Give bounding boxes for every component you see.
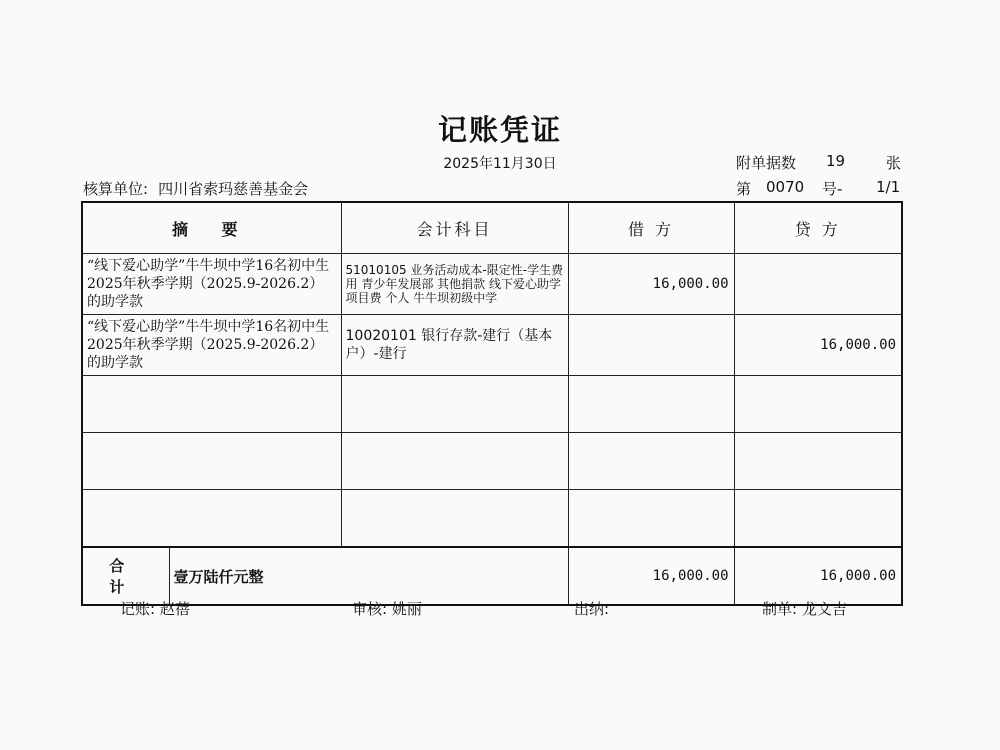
entry-debit	[568, 315, 734, 376]
preparer-label: 制单:	[762, 600, 798, 618]
reviewer-name: 姚丽	[391, 600, 422, 618]
header-debit: 借 方	[568, 202, 734, 254]
entry-summary: “线下爱心助学”牛牛坝中学16名初中生2025年秋季学期（2025.9-2026.2）的助学款	[82, 254, 341, 315]
voucher-number-suffix: 号-	[822, 180, 843, 198]
attachment-number: 19	[826, 152, 846, 170]
table-row	[82, 315, 902, 376]
voucher-page: 1/1	[876, 178, 901, 196]
totals-debit: 16,000.00	[568, 547, 734, 605]
bookkeeper-label: 记账:	[120, 600, 156, 618]
voucher-title: 记账凭证	[437, 113, 562, 147]
totals-label: 合 计	[82, 547, 169, 605]
accounting-unit-value: 四川省索玛慈善基金会	[158, 180, 309, 198]
voucher-number-value: 0070	[766, 178, 805, 196]
totals-credit: 16,000.00	[734, 547, 902, 605]
cashier-label: 出纳:	[574, 600, 610, 618]
table-header-row	[82, 202, 902, 254]
attachment-unit: 张	[886, 154, 902, 172]
entry-summary: “线下爱心助学”牛牛坝中学16名初中生2025年秋季学期（2025.9-2026.2）的助学款	[82, 315, 341, 376]
header-credit: 贷 方	[734, 202, 902, 254]
attachment-label: 附单据数	[736, 154, 797, 172]
preparer-name: 龙文吉	[801, 600, 847, 618]
bookkeeper-signature	[120, 598, 190, 619]
cashier-signature	[574, 598, 609, 619]
entry-debit: 16,000.00	[568, 254, 734, 315]
preparer-signature	[762, 598, 847, 619]
table-row	[82, 254, 902, 315]
reviewer-signature	[352, 598, 422, 619]
empty-row	[82, 433, 902, 490]
voucher-date: 2025年11月30日	[443, 156, 557, 172]
entry-credit: 16,000.00	[734, 315, 902, 376]
voucher-number-prefix: 第	[736, 180, 752, 198]
entry-account: 10020101 银行存款-建行（基本户）-建行	[341, 315, 568, 376]
entry-account: 51010105 业务活动成本-限定性-学生费用 青少年发展部 其他捐款 线下爱心助学 项目费 个人 牛牛坝初级中学	[341, 254, 568, 315]
empty-row	[82, 490, 902, 548]
header-account: 会计科目	[341, 202, 568, 254]
accounting-unit-label: 核算单位:	[83, 180, 149, 198]
voucher-table	[81, 201, 903, 606]
bookkeeper-name: 赵蓓	[159, 600, 190, 618]
totals-row	[82, 547, 902, 605]
entry-credit	[734, 254, 902, 315]
header-summary: 摘 要	[82, 202, 341, 254]
accounting-unit	[83, 178, 308, 199]
empty-row	[82, 376, 902, 433]
reviewer-label: 审核:	[352, 600, 388, 618]
totals-amount-words: 壹万陆仟元整	[169, 547, 568, 605]
